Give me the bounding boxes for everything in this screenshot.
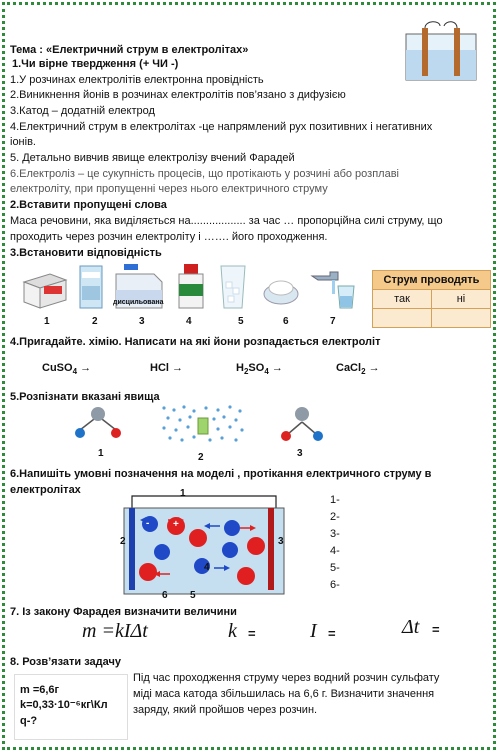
salt-box-image xyxy=(20,270,68,310)
faraday-formula: m =kIΔt xyxy=(82,620,148,642)
formula-i: I xyxy=(310,620,317,642)
equals-i: = xyxy=(328,626,336,641)
q7-title: 7. Із закону Фарадея визначити величини xyxy=(10,606,237,618)
reagent-jar-image xyxy=(176,262,206,310)
product-number-2: 2 xyxy=(92,316,98,327)
product-number-4: 4 xyxy=(186,316,192,327)
formula-cuso4: CuSO$_4$ → xyxy=(42,362,92,377)
q2-title: 2.Вставити пропущені слова xyxy=(10,199,167,211)
model-label-2: 2 xyxy=(120,536,126,547)
q1-item-1: 1.У розчинах електролітів електронна провідність xyxy=(10,74,264,86)
q5-title: 5.Розпізнати вказані явища xyxy=(10,391,160,403)
table-col-yes: так xyxy=(373,290,432,309)
q5-label-3: 3 xyxy=(297,448,303,459)
formula-k: k xyxy=(228,620,237,642)
q1-title: 1.Чи вірне твердження (+ ЧИ -) xyxy=(12,58,179,70)
q1-item-5: 5. Детально вивчив явище електролізу вчений Фарадей xyxy=(10,152,295,164)
model-label-4: 4 xyxy=(204,562,210,573)
answer-line-1[interactable]: 1- xyxy=(330,494,340,506)
ion-plus-sign: + xyxy=(173,519,179,530)
distilled-label: дисцильована xyxy=(113,299,164,306)
dissociation-diagram-1 xyxy=(72,402,124,446)
answer-line-4[interactable]: 4- xyxy=(330,545,340,557)
formula-hcl: HCl → xyxy=(150,362,184,374)
equals-dt: = xyxy=(432,622,440,637)
salt-bowl-image xyxy=(262,268,300,308)
table-cell-no[interactable] xyxy=(432,309,491,328)
tea-box-image xyxy=(78,264,104,310)
q1-item-4-cont: іонів. xyxy=(10,136,36,148)
answer-line-6[interactable]: 6- xyxy=(330,579,340,591)
model-label-3: 3 xyxy=(278,536,284,547)
diffusion-diagram-2 xyxy=(160,404,246,446)
q1-item-6-cont: електроліту, при пропущенні через нього електричного струму xyxy=(10,183,328,195)
q1-item-3: 3.Катод – додатній електрод xyxy=(10,105,155,117)
q1-item-2: 2.Виникнення йонів в розчинах електролітів пов’язано з дифузією xyxy=(10,89,346,101)
model-label-1: 1 xyxy=(180,488,186,499)
problem-line-1: Під час проходження струму через водний розчин сульфату xyxy=(133,672,440,684)
q5-label-2: 2 xyxy=(198,452,204,463)
q4-title: 4.Пригадайте. хімію. Написати на які йони розпадається електроліт xyxy=(10,336,381,348)
formula-cacl2: CaCl$_2$ → xyxy=(336,362,380,377)
problem-line-2: міді маса катода збільшилась на 6,6 г. Визначити значення xyxy=(133,688,435,700)
product-number-7: 7 xyxy=(330,316,336,327)
answer-line-5[interactable]: 5- xyxy=(330,562,340,574)
q2-line-1: Маса речовини, яка виділяється на.................. за час … пропорційна силі струму, що xyxy=(10,215,443,227)
ion-minus-sign: - xyxy=(146,518,150,529)
electrolysis-bath-illustration xyxy=(400,20,482,84)
product-number-1: 1 xyxy=(44,316,50,327)
problem-line-3: заряду, який пройшов через розчин. xyxy=(133,704,318,716)
glass-with-ice-image xyxy=(218,264,248,310)
model-label-5: 5 xyxy=(190,590,196,601)
answer-line-3[interactable]: 3- xyxy=(330,528,340,540)
q6-title-cont: електролітах xyxy=(10,484,81,496)
q5-label-1: 1 xyxy=(98,448,104,459)
model-label-6: 6 xyxy=(162,590,168,601)
q1-item-6: 6.Електроліз – це сукупність процесів, що протікають у розчині або розплаві xyxy=(10,168,399,180)
formula-dt: Δt xyxy=(402,616,420,638)
given-mass: m =6,6г xyxy=(20,684,60,696)
answer-line-2[interactable]: 2- xyxy=(330,511,340,523)
product-number-6: 6 xyxy=(283,316,289,327)
given-q: q-? xyxy=(20,715,38,727)
table-header: Струм проводять xyxy=(373,271,491,290)
table-col-no: ні xyxy=(432,290,491,309)
table-cell-yes[interactable] xyxy=(373,309,432,328)
topic-title: Тема : «Електричний струм в електролітах» xyxy=(10,44,249,56)
q1-item-4: 4.Електричний струм в електролітах -це напрямлений рух позитивних і негативних xyxy=(10,121,433,133)
equals-k: = xyxy=(248,626,256,641)
given-k: k=0,33·10⁻⁶кг\Кл xyxy=(20,699,108,711)
tap-water-image xyxy=(308,266,360,310)
current-conductors-table xyxy=(372,270,491,328)
q2-line-2: проходить через розчин електроліту і ……. його проходження. xyxy=(10,231,328,243)
recombination-diagram-3 xyxy=(276,402,328,446)
q6-title: 6.Напишіть умовні позначення на моделі , протікання електричного струму в xyxy=(10,468,432,480)
product-number-5: 5 xyxy=(238,316,244,327)
electrolysis-model-diagram xyxy=(110,486,300,598)
q8-title: 8. Розв’язати задачу xyxy=(10,656,121,668)
q3-title: 3.Встановити відповідність xyxy=(10,247,162,259)
product-number-3: 3 xyxy=(139,316,145,327)
formula-h2so4: $H_2SO_4$ → xyxy=(236,362,283,377)
